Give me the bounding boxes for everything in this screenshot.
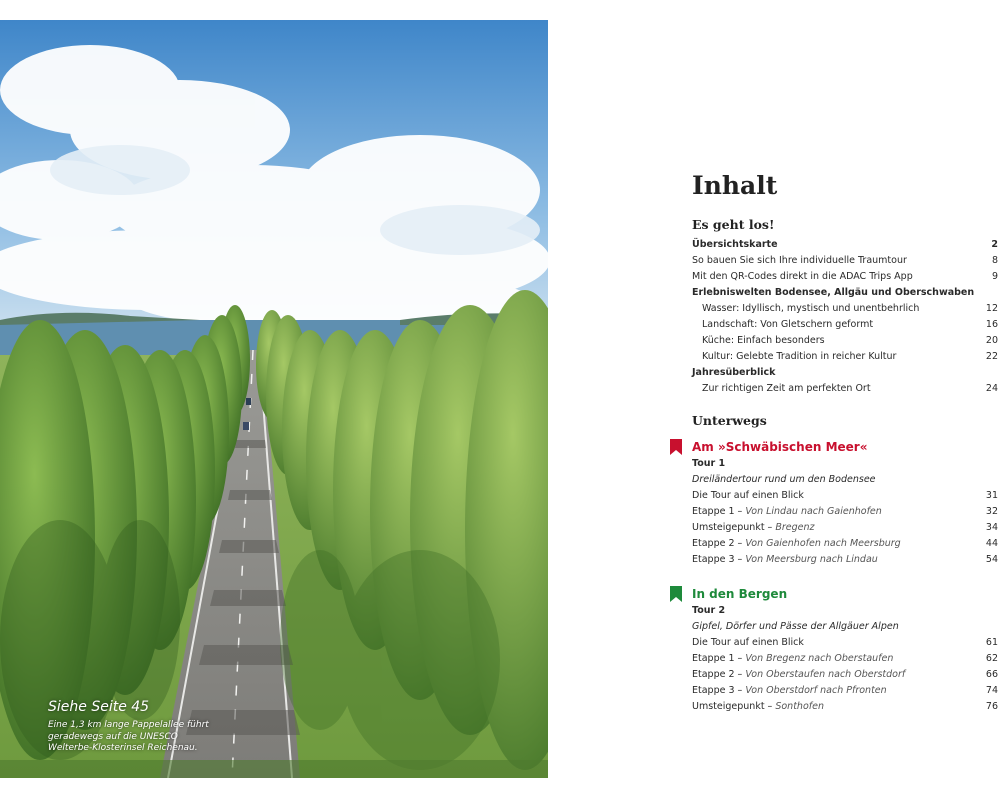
page-number: 31	[985, 490, 998, 501]
toc-row[interactable]: So bauen Sie sich Ihre individuelle Traumtour 8	[692, 253, 998, 269]
cover-photo	[0, 20, 548, 778]
chapter-heading-in-den-bergen[interactable]: In den Bergen	[692, 585, 998, 603]
page-number: 74	[985, 685, 998, 696]
toc-row[interactable]: Küche: Einfach besonders 20	[692, 333, 998, 349]
page-number: 66	[985, 669, 998, 680]
toc-row[interactable]: Etappe 3 – Von Meersburg nach Lindau 54	[692, 552, 998, 568]
toc-row[interactable]: Wasser: Idyllisch, mystisch und unentbehrlich 12	[692, 301, 998, 317]
photo-caption-title: Siehe Seite 45	[48, 699, 150, 715]
page-number: 32	[985, 506, 998, 517]
tour-subtitle: Gipfel, Dörfer und Pässe der Allgäuer Alpen	[692, 621, 899, 632]
page-number: 24	[985, 383, 998, 394]
toc-row[interactable]: Mit den QR-Codes direkt in die ADAC Trips App 9	[692, 269, 998, 285]
toc-row[interactable]: Die Tour auf einen Blick 31	[692, 488, 998, 504]
page-title: Inhalt	[692, 171, 778, 200]
page-number: 9	[991, 271, 998, 282]
page-number: 44	[985, 538, 998, 549]
poplar-avenue-photo	[0, 20, 548, 778]
page-number: 62	[985, 653, 998, 664]
toc-row[interactable]: Zur richtigen Zeit am perfekten Ort 24	[692, 381, 998, 397]
toc-row[interactable]: Die Tour auf einen Blick 61	[692, 635, 998, 651]
page-number: 2	[991, 239, 998, 250]
tour-subtitle: Dreiländertour rund um den Bodensee	[692, 474, 876, 485]
page-number: 22	[985, 351, 998, 362]
toc-row[interactable]: Kultur: Gelebte Tradition in reicher Kultur 22	[692, 349, 998, 365]
page-number: 76	[985, 701, 998, 712]
toc-row[interactable]: Landschaft: Von Gletschern geformt 16	[692, 317, 998, 333]
page-number: 34	[985, 522, 998, 533]
toc-row[interactable]: Etappe 1 – Von Bregenz nach Oberstaufen 62	[692, 651, 998, 667]
toc-row[interactable]: Etappe 3 – Von Oberstdorf nach Pfronten 74	[692, 683, 998, 699]
toc-row[interactable]: Etappe 2 – Von Gaienhofen nach Meersburg 44	[692, 536, 998, 552]
toc-row[interactable]: Umsteigepunkt – Sonthofen 76	[692, 699, 998, 715]
toc-row[interactable]: Jahresüberblick	[692, 367, 776, 378]
toc-row[interactable]: Umsteigepunkt – Bregenz 34	[692, 520, 998, 536]
table-of-contents	[692, 168, 998, 715]
page-number: 16	[985, 319, 998, 330]
section-heading-es-geht-los: Es geht los!	[692, 217, 775, 232]
toc-row[interactable]: Etappe 2 – Von Oberstaufen nach Oberstdorf 66	[692, 667, 998, 683]
photo-caption-text: Eine 1,3 km lange Pappelallee führt geradewegs auf die UNESCO Welterbe-Klosterinsel Reichenau.	[48, 720, 209, 753]
section-heading-unterwegs: Unterwegs	[692, 413, 767, 428]
toc-row[interactable]: Übersichtskarte 2	[692, 237, 998, 253]
page-number: 8	[991, 255, 998, 266]
page-number: 61	[985, 637, 998, 648]
green-bookmark-icon	[670, 586, 682, 602]
page-number: 12	[985, 303, 998, 314]
tour-label: Tour 2	[692, 605, 726, 616]
page-number: 20	[985, 335, 998, 346]
page-number: 54	[985, 554, 998, 565]
toc-row[interactable]: Erlebniswelten Bodensee, Allgäu und Oberschwaben	[692, 287, 975, 298]
red-bookmark-icon	[670, 439, 682, 455]
chapter-heading-schwaebisches-meer[interactable]: Am »Schwäbischen Meer«	[692, 438, 998, 456]
tour-label: Tour 1	[692, 458, 726, 469]
toc-row[interactable]: Etappe 1 – Von Lindau nach Gaienhofen 32	[692, 504, 998, 520]
